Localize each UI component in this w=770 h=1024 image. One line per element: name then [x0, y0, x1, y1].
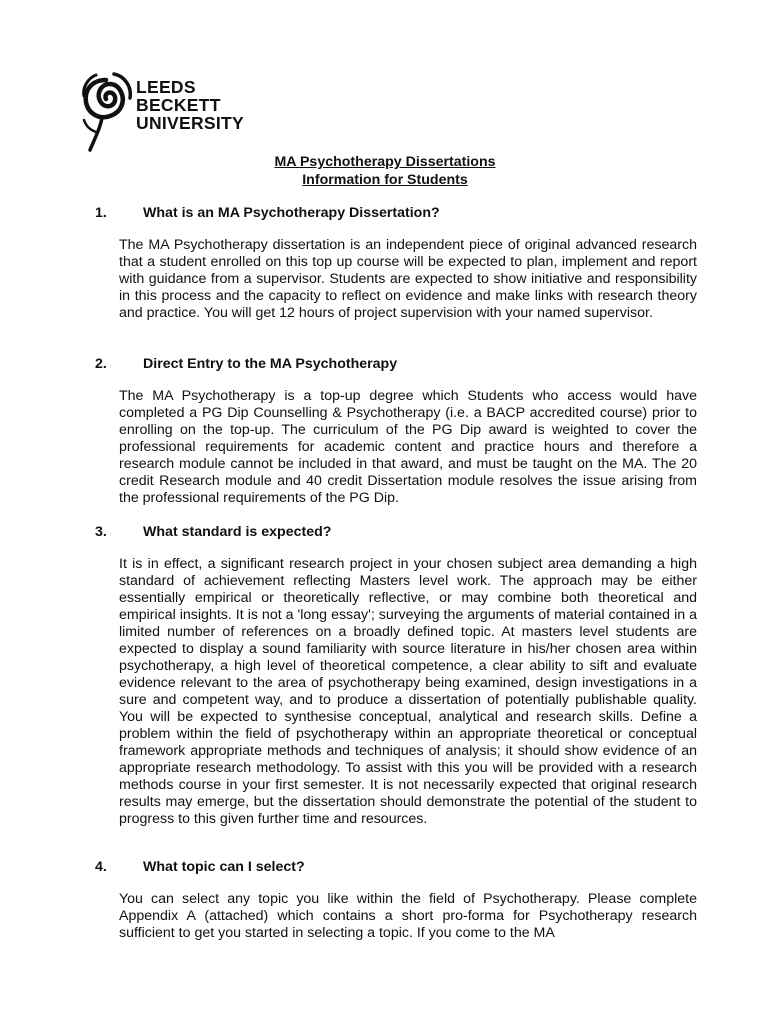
section-3-number: 3. — [95, 524, 107, 540]
section-1-body: The MA Psychotherapy dissertation is an independent piece of original advanced research that a student enrolled on this top up course will be expected to plan, implement and report with guidance from a supervisor. Students are expected to show initiative and responsibility in this process and the capacity to reflect on evidence and make links with research theory and practice. You will get 12 hours of project supervision with your named supervisor. — [119, 237, 697, 321]
section-2-number: 2. — [95, 356, 107, 372]
section-1-number: 1. — [95, 205, 107, 221]
university-name — [136, 78, 244, 132]
logo-line-1: LEEDS — [136, 77, 196, 97]
section-3-title: What standard is expected? — [143, 524, 332, 540]
logo-line-3: UNIVERSITY — [136, 113, 245, 133]
section-2-body: The MA Psychotherapy is a top-up degree which Students who access would have completed a PG Dip Counselling & Psychotherapy (i.e. a BACP accredited course) prior to enrolling on the top-up. The curriculum of the PG Dip award is weighted to cover the professional requirements for academic content and practice hours and therefore a research module cannot be included in that award, and must be taught on the MA. The 20 credit Research module and 40 credit Dissertation module resolves the issue arising from the professional requirements of the PG Dip. — [119, 388, 697, 506]
section-1-heading — [95, 204, 440, 222]
section-1-title: What is an MA Psychotherapy Dissertation? — [143, 205, 440, 221]
section-2-title: Direct Entry to the MA Psychotherapy — [143, 356, 398, 372]
university-logo — [78, 66, 248, 152]
section-3-heading — [95, 523, 331, 541]
section-4-body: You can select any topic you like within the field of Psychotherapy. Please complete Appendix A (attached) which contains a short pro-forma for Psychotherapy research sufficient to get you started in selecting a topic. If you come to the MA — [119, 891, 697, 941]
document-title — [0, 153, 770, 189]
logo-line-2: BECKETT — [136, 95, 221, 115]
section-4-heading — [95, 858, 305, 876]
title-line-2: Information for Students — [302, 172, 468, 188]
title-line-1: MA Psychotherapy Dissertations — [274, 154, 496, 170]
section-3-body: It is in effect, a significant research project in your chosen subject area demanding a high standard of achievement reflecting Masters level work. The approach may be either essentially empirical or theoretically reflective, or may combine both theoretical and empirical insights. It is not a 'long essay'; surveying the arguments of material contained in a limited number of references on a broadly defined topic. At masters level students are expected to display a sound familiarity with source literature in his/her chosen area within psychotherapy, a high level of theoretical competence, a clear ability to sift and evaluate evidence relevant to the area of psychotherapy being examined, design investigations in a sure and competent way, and to produce a dissertation of potentially publishable quality. You will be expected to synthesise conceptual, analytical and research skills. Define a problem within the field of psychotherapy within an appropriate theoretical or conceptual framework appropriate methods and techniques of analysis; it should show evidence of an appropriate research methodology. To assist with this you will be provided with a research methods course in your first semester. It is not necessarily expected that original research results may emerge, but the dissertation should demonstrate the potential of the student to progress to this given further time and resources. — [119, 556, 697, 827]
section-2-heading — [95, 355, 397, 373]
section-4-title: What topic can I select? — [143, 859, 305, 875]
section-4-number: 4. — [95, 859, 107, 875]
rose-icon — [78, 66, 138, 152]
